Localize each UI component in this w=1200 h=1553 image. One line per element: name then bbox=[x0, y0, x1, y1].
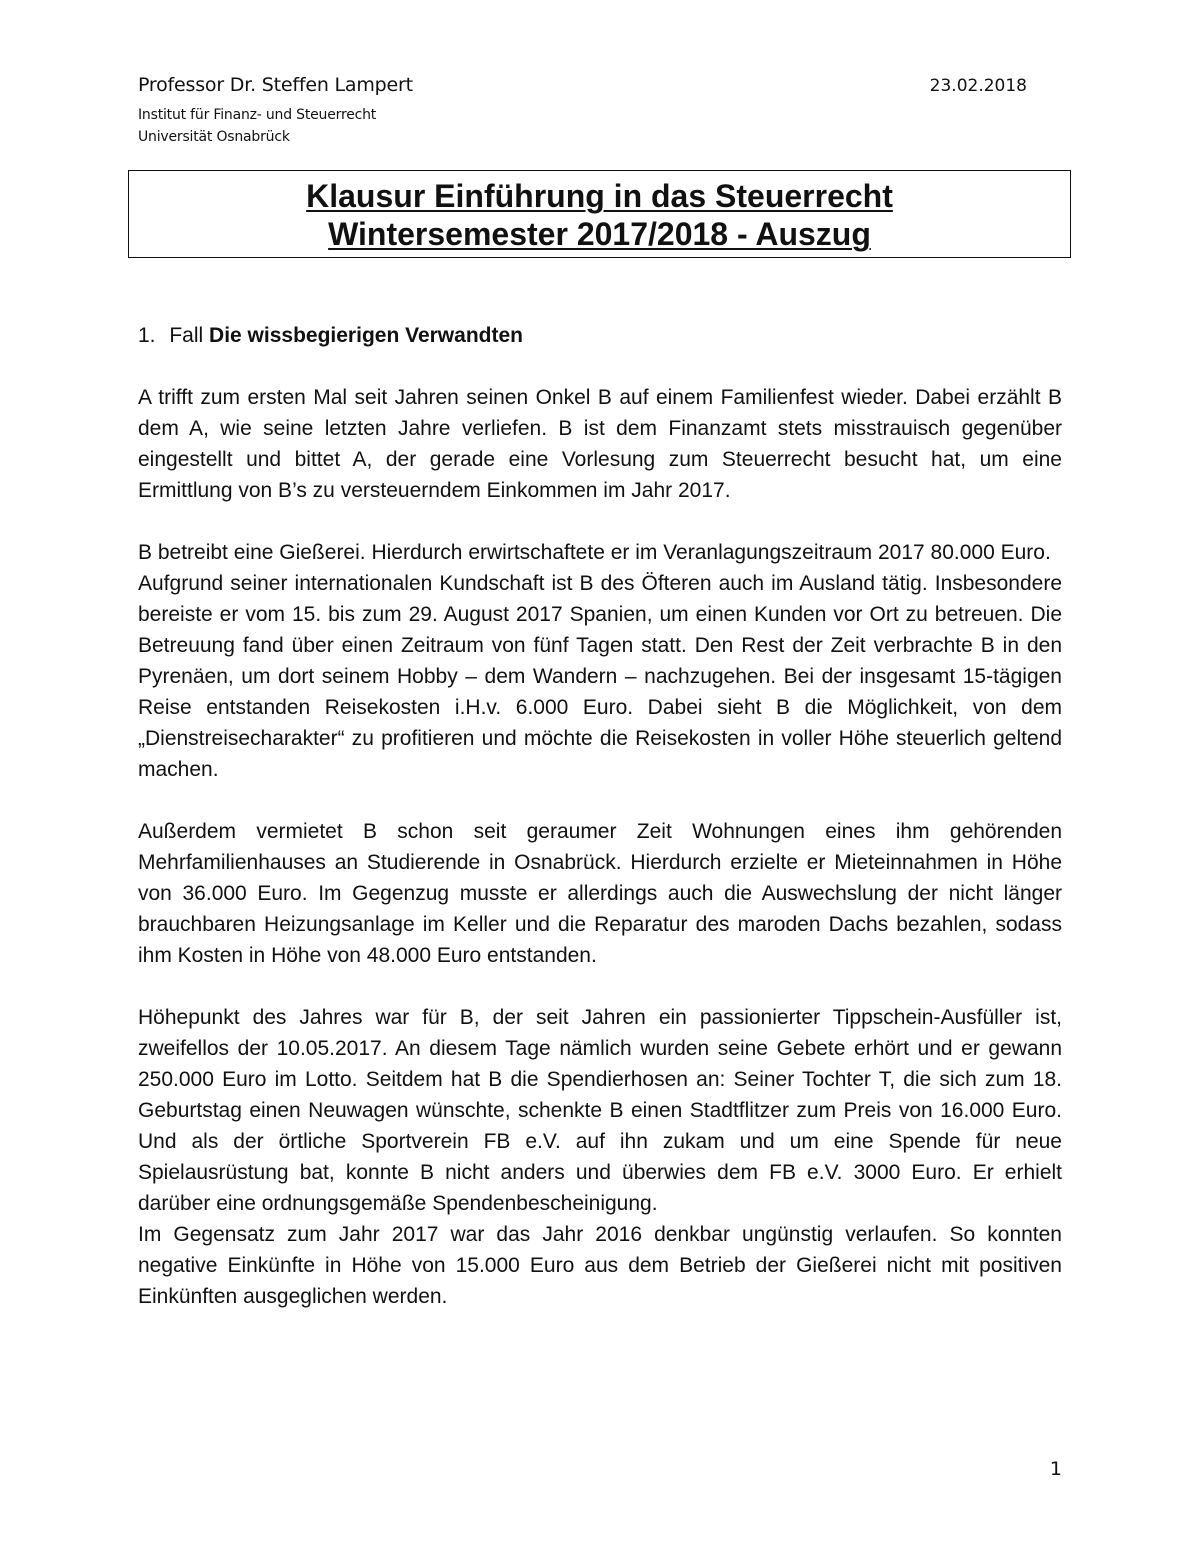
paragraph-travel: Aufgrund seiner internationalen Kundschaft ist B des Öfteren auch im Ausland tätig. Insbesondere bereiste er vom 15. bis zum 29. August 2017 Spanien, um einen Kunden vor Ort zu betreuen. Die Betreuung fand über einen Zeitraum von fünf Tagen statt. Den Rest der Zeit verbrachte B in den Pyrenäen, um dort seinem Hobby – dem Wandern – nachzugehen. Bei der insgesamt 15-tägigen Reise entstanden Reisekosten i.H.v. 6.000 Euro. Dabei sieht B die Möglichkeit, von dem „Dienstreisecharakter“ zu profitieren und möchte die Reisekosten in voller Höhe steuerlich geltend machen. bbox=[138, 572, 1062, 781]
paragraph-losses: Im Gegensatz zum Jahr 2017 war das Jahr 2016 denkbar ungünstig verlaufen. So konnten negative Einkünfte in Höhe von 15.000 Euro aus dem Betrieb der Gießerei nicht mit positiven Einkünften ausgeglichen werden. bbox=[138, 1223, 1062, 1308]
university-name: Universität Osnabrück bbox=[138, 129, 290, 145]
paragraph-intro: A trifft zum ersten Mal seit Jahren seinen Onkel B auf einem Familienfest wieder. Dabei erzählt B dem A, wie seine letzten Jahre verliefen. B ist dem Finanzamt stets misstrauisch gegenüber eingestellt und bittet A, der gerade eine Vorlesung zum Steuerrecht besucht hat, um eine Ermittlung von B’s zu versteuerndem Einkommen im Jahr 2017. bbox=[138, 386, 1062, 502]
page-number: 1 bbox=[1049, 1458, 1062, 1480]
section-title: Die wissbegierigen Verwandten bbox=[209, 324, 523, 347]
header-row bbox=[138, 74, 1033, 96]
section-number: 1. bbox=[138, 324, 156, 347]
paragraph-lottery: Höhepunkt des Jahres war für B, der seit Jahren ein passionierter Tippschein-Ausfüller ist, zweifellos der 10.05.2017. An diesem Tage nämlich wurden seine Gebete erhört und er gewann 250.000 Euro im Lotto. Seitdem hat B die Spendierhosen an: Seiner Tochter T, die sich zum 18. Geburtstag einen Neuwagen wünschte, schenkte B einen Stadtflitzer zum Preis von 16.000 Euro. Und als der örtliche Sportverein FB e.V. auf ihn zukam und um eine Spende für neue Spielausrüstung bat, konnte B nicht anders und überwies dem FB e.V. 3000 Euro. Er erhielt darüber eine ordnungsgemäße Spendenbescheinigung. bbox=[138, 1006, 1062, 1215]
title-box bbox=[128, 170, 1071, 258]
paragraph-gap bbox=[138, 785, 1062, 816]
document-body bbox=[138, 320, 1062, 1312]
paragraph-gap bbox=[138, 971, 1062, 1002]
author-name: Professor Dr. Steffen Lampert bbox=[138, 74, 413, 96]
paragraph-gap bbox=[138, 506, 1062, 537]
institute-name: Institut für Finanz- und Steuerrecht bbox=[138, 107, 377, 123]
section-prefix: Fall bbox=[169, 324, 204, 347]
paragraph-rental: Außerdem vermietet B schon seit geraumer Zeit Wohnungen eines ihm gehörenden Mehrfamilienhauses an Studierende in Osnabrück. Hierdurch erzielte er Mieteinnahmen in Höhe von 36.000 Euro. Im Gegenzug musste er allerdings auch die Auswechslung der nicht länger brauchbaren Heizungsanlage im Keller und die Reparatur des maroden Dachs bezahlen, sodass ihm Kosten in Höhe von 48.000 Euro entstanden. bbox=[138, 820, 1062, 967]
title-line-2: Wintersemester 2017/2018 - Auszug bbox=[328, 216, 871, 252]
paragraph-foundry: B betreibt eine Gießerei. Hierdurch erwirtschaftete er im Veranlagungszeitraum 2017 80.000 Euro. bbox=[138, 541, 1051, 564]
title-line-1: Klausur Einführung in das Steuerrecht bbox=[306, 178, 893, 214]
page-header bbox=[138, 74, 1033, 148]
document-date: 23.02.2018 bbox=[929, 76, 1027, 96]
section-heading bbox=[138, 320, 1062, 351]
